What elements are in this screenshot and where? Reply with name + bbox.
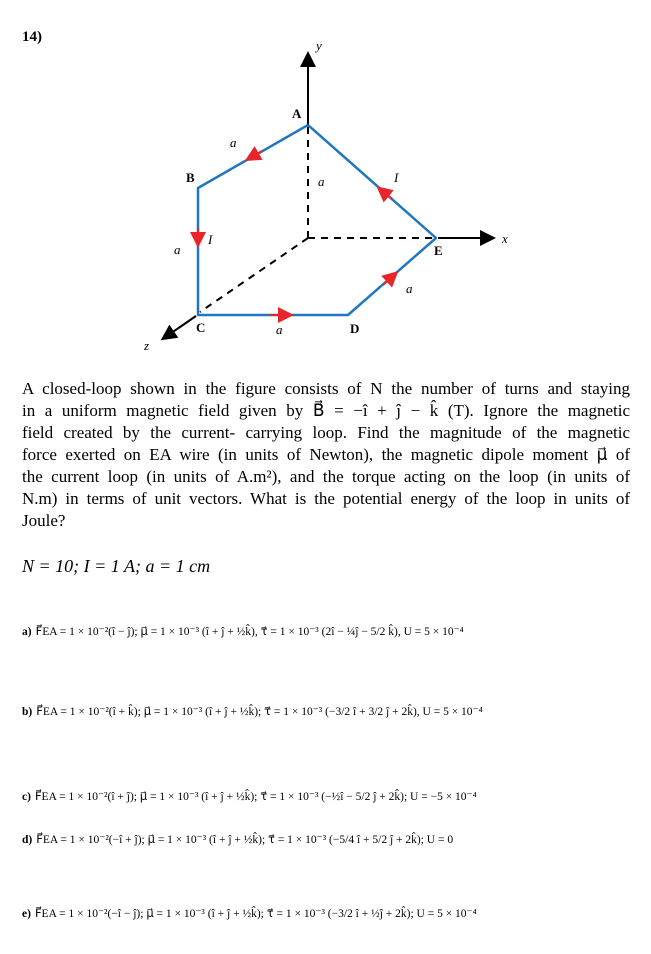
current-arrow-de	[383, 275, 394, 285]
option-e-label: e)	[22, 908, 31, 920]
option-d[interactable]	[22, 832, 453, 846]
option-e[interactable]	[22, 906, 477, 920]
current-arrow-ab	[250, 151, 262, 158]
segment-cd-label: a	[276, 322, 283, 337]
question-number: 14)	[22, 29, 42, 45]
z-axis	[164, 316, 196, 338]
option-a-label: a)	[22, 626, 32, 638]
y-axis-label: y	[316, 38, 322, 53]
problem-line-7: Joule?	[22, 511, 66, 530]
option-a-text: F⃗EA = 1 × 10⁻²(î − ĵ); μ⃗ = 1 × 10⁻³ (î + ĵ + ½k̂), τ⃗ = 1 × 10⁻³ (2î − ¼ĵ − 5/2 k̂), U = 5 × 10⁻⁴	[35, 626, 464, 638]
option-d-label: d)	[22, 834, 33, 846]
point-e-label: E	[434, 243, 443, 258]
problem-line-6: N.m) in terms of unit vectors. What is the potential energy of the loop in units of	[22, 489, 630, 508]
point-a-label: A	[292, 106, 302, 121]
option-c-label: c)	[22, 791, 31, 803]
loop-figure	[0, 0, 651, 360]
problem-line-2: in a uniform magnetic field given by B⃗ = −î + ĵ − k̂ (T). Ignore the magnetic	[22, 401, 630, 420]
x-axis-label: x	[502, 231, 508, 246]
option-c-text: F⃗EA = 1 × 10⁻²(î + ĵ); μ⃗ = 1 × 10⁻³ (î + ĵ + ½k̂); τ⃗ = 1 × 10⁻³ (−½î − 5/2 ĵ + 2k̂); U = −5 × 10⁻⁴	[34, 791, 477, 803]
option-b-text: F⃗EA = 1 × 10⁻²(î + k̂); μ⃗ = 1 × 10⁻³ (î + ĵ + ½k̂); τ⃗ = 1 × 10⁻³ (−3/2 î + 3/2 ĵ + 2k̂), U = 5 × 10⁻⁴	[36, 706, 483, 718]
segment-ab-label: a	[230, 135, 237, 150]
given-values: N = 10; I = 1 A; a = 1 cm	[22, 556, 211, 576]
problem-line-5: the current loop (in units of A.m²), and the torque acting on the loop (in units of	[22, 467, 630, 486]
problem-line-1: A closed-loop shown in the figure consists of N the number of turns and staying	[22, 379, 630, 398]
problem-statement	[22, 378, 630, 532]
z-axis-label: z	[144, 338, 150, 353]
current-loop-wire	[198, 125, 436, 315]
z-axis-dashed	[200, 238, 308, 312]
current-arrow-ea	[381, 190, 392, 199]
option-a[interactable]	[22, 624, 464, 638]
option-c[interactable]	[22, 789, 477, 803]
option-b[interactable]	[22, 704, 483, 718]
point-c-label: C	[196, 320, 206, 335]
segment-bc-length-label: a	[174, 242, 181, 257]
point-b-label: B	[186, 170, 195, 185]
option-e-text: F⃗EA = 1 × 10⁻²(−î − ĵ); μ⃗ = 1 × 10⁻³ (î + ĵ + ½k̂); τ⃗ = 1 × 10⁻³ (−3/2 î + ½ĵ + 2k̂); U = 5 × 10⁻⁴	[34, 908, 477, 920]
problem-line-4: force exerted on EA wire (in units of Newton), the magnetic dipole moment μ⃗ of	[22, 445, 630, 464]
segment-a-axis-label: a	[318, 174, 325, 189]
segment-de-label: a	[406, 281, 413, 296]
segment-ea-current-label: I	[394, 170, 399, 185]
point-d-label: D	[350, 321, 360, 336]
option-b-label: b)	[22, 706, 33, 718]
problem-line-3: field created by the current- carrying loop. Find the magnitude of the magnetic	[22, 423, 630, 442]
option-d-text: F⃗EA = 1 × 10⁻²(−î + ĵ); μ⃗ = 1 × 10⁻³ (î + ĵ + ½k̂); τ⃗ = 1 × 10⁻³ (−5/4 î + 5/2 ĵ + 2k̂); U = 0	[36, 834, 454, 846]
segment-bc-current-label: I	[208, 232, 213, 247]
